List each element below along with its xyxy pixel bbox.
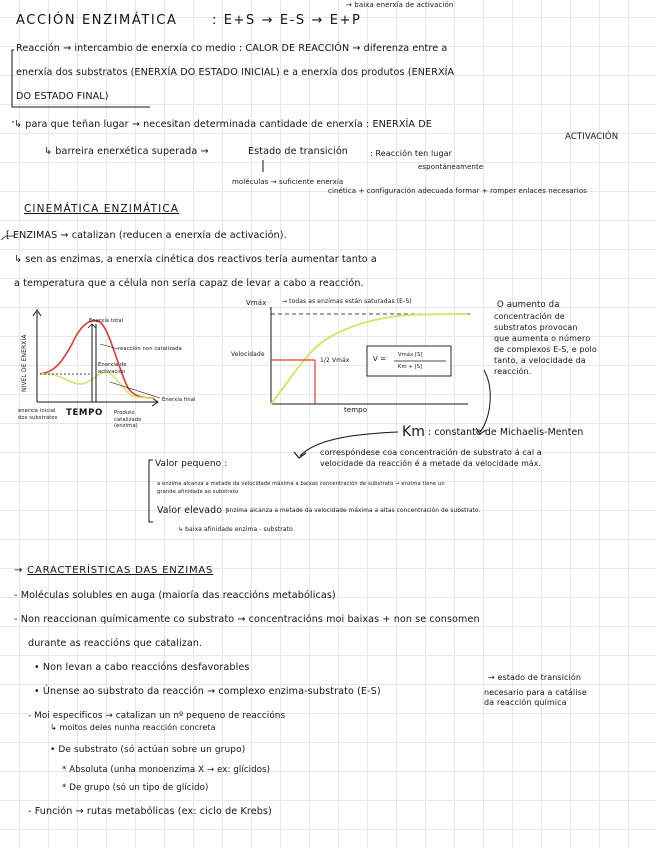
km-low-2: grande afinidade ao substrato — [157, 489, 239, 495]
uncatalyzed-label: reacción non catalizada — [118, 346, 182, 352]
vmax-note: → todas as enzimas están saturadas (E-S) — [282, 298, 412, 305]
mm-note-7: reacción. — [494, 367, 532, 376]
feature-2b: durante as reaccións que catalizan. — [28, 638, 203, 649]
km-symbol: Km — [402, 424, 426, 440]
feature-4-note-2: necesario para a catálise — [484, 688, 587, 697]
energy-top-label: Enerxía total — [89, 318, 124, 324]
feature-5b: ↳ moitos deles nunha reacción concreta — [50, 723, 216, 732]
spontaneously: espontáneamente — [418, 163, 484, 171]
km-def-2: velocidade da reacción é a metade da velocidade máx. — [320, 459, 542, 468]
reaction-line-4: ↳ para que teñan lugar → necesitan determinada cantidade de enerxía : ENERXÍA DE — [14, 119, 432, 130]
activation-energy-label: Enerxía de activación — [98, 362, 127, 375]
feature-4-note-3: da reacción química — [484, 698, 567, 707]
kinetics-title: CINEMÁTICA ENZIMÁTICA — [24, 203, 180, 215]
energy-xlabel: TEMPO — [66, 408, 103, 418]
mm-note-1: O aumento da — [497, 300, 560, 310]
feature-3: • Non levan a cabo reaccións desfavorables — [34, 662, 250, 673]
feature-4: • Únense ao substrato da reacción → complexo enzima-substrato (E-S) — [34, 686, 381, 697]
feature-4-note-1: → estado de transición — [488, 673, 582, 682]
mm-note-3: substratos provocan — [494, 323, 578, 332]
km-high-2: ↳ baixa afinidade enzima - substrato — [178, 526, 293, 533]
kinetics-line-2: ↳ sen as enzimas, a enerxía cinética dos reactivos tería aumentar tanto a — [14, 254, 377, 265]
km-low-1: a enzima alcanza a metade da velocidade máxima a baixas concentración de substrato → enzima tiene un — [157, 481, 445, 487]
km-high-label: Valor elevado : — [157, 505, 229, 516]
km-low-label: Valor pequeno : — [155, 459, 228, 469]
feature-2: - Non reaccionan químicamente co substrato → concentracións moi baixas + non se consomen — [14, 614, 480, 625]
feature-7: - Función → rutas metabólicas (ex: ciclo de Krebs) — [28, 806, 272, 817]
half-vmax: 1/2 Vmáx — [320, 357, 350, 364]
mm-note-5: de complexos E-S, e polo — [494, 345, 597, 354]
feature-6b: * De grupo (só un tipo de glícido) — [62, 783, 209, 793]
initial-energy-label: enerxía inicial dos substratos — [18, 408, 58, 421]
mm-eq-den: Km + [S] — [398, 364, 423, 370]
kinetic-config: cinética + configuración adecuada formar + romper enlaces necesarios — [328, 187, 587, 195]
feature-5: - Moi específicos → catalizan un nº pequeno de reaccións — [28, 711, 286, 721]
features-title-text: CARACTERÍSTICAS DAS ENZIMAS — [27, 565, 214, 576]
kinetics-line-3: a temperatura que a célula non sería capaz de levar a cabo a reacción. — [14, 278, 364, 289]
mm-note-6: tanto, a velocidade da — [494, 356, 586, 365]
molecules-energy: moléculas → suficiente enerxía — [232, 178, 344, 186]
transition-state: Estado de transición — [248, 146, 348, 157]
mm-eq-num: Vmáx [S] — [398, 352, 423, 358]
feature-6: • De substrato (só actúan sobre un grupo) — [50, 745, 246, 755]
feature-1: - Moléculas solubles en auga (maioría das reaccións metabólicas) — [14, 590, 336, 601]
reaction-line-1: Reacción → intercambio de enerxía co medio : CALOR DE REACCIÓN → diferenza entre a — [16, 43, 448, 54]
activation-note: → baixa enerxía de activación — [346, 1, 454, 9]
page-title: ACCIÓN ENZIMÁTICA — [16, 13, 178, 28]
velocity-ylabel: Velocidade — [231, 351, 265, 358]
reaction-line-3: DO ESTADO FINAL) — [16, 91, 109, 102]
mm-note-2: concentración de — [494, 312, 565, 321]
time-xlabel: tempo — [344, 406, 368, 414]
mm-eq-left: V = — [373, 355, 387, 363]
barrier-text: ↳ barreira enerxética superada → — [44, 146, 209, 157]
energy-ylabel: NIVEL DE ENERXÍA — [21, 334, 28, 392]
reaction-happens: : Reacción ten lugar — [370, 149, 453, 158]
reaction-line-2: enerxía dos substratos (ENERXÍA DO ESTADO INICIAL) e a enerxía dos produtos (ENERXÍA — [16, 67, 455, 78]
km-high-1: enzima alcanza a metade da velocidade máxima a altas concentración de substrato. — [226, 508, 481, 514]
vmax-label: Vmáx — [246, 299, 267, 307]
features-title: → CARACTERÍSTICAS DAS ENZIMAS — [14, 565, 214, 576]
km-title: : constante de Michaelis-Menten — [428, 427, 584, 438]
reaction-equation: : E+S → E-S → E+P — [212, 13, 362, 28]
mm-note-4: que aumenta o número — [494, 334, 591, 343]
product-label: Produto catalizado (enzima) — [114, 410, 142, 430]
km-def-1: correspóndese coa concentración de substrato á cal a — [320, 448, 542, 457]
final-energy-label: Enerxía final — [162, 397, 196, 403]
kinetics-line-1: [ ENZIMAS → catalizan (reducen a enerxía de activación). — [6, 230, 287, 241]
feature-6a: * Absoluta (unha monoenzima X → ex: glícidos) — [62, 765, 271, 775]
activation-label: ACTIVACIÓN — [565, 132, 619, 142]
